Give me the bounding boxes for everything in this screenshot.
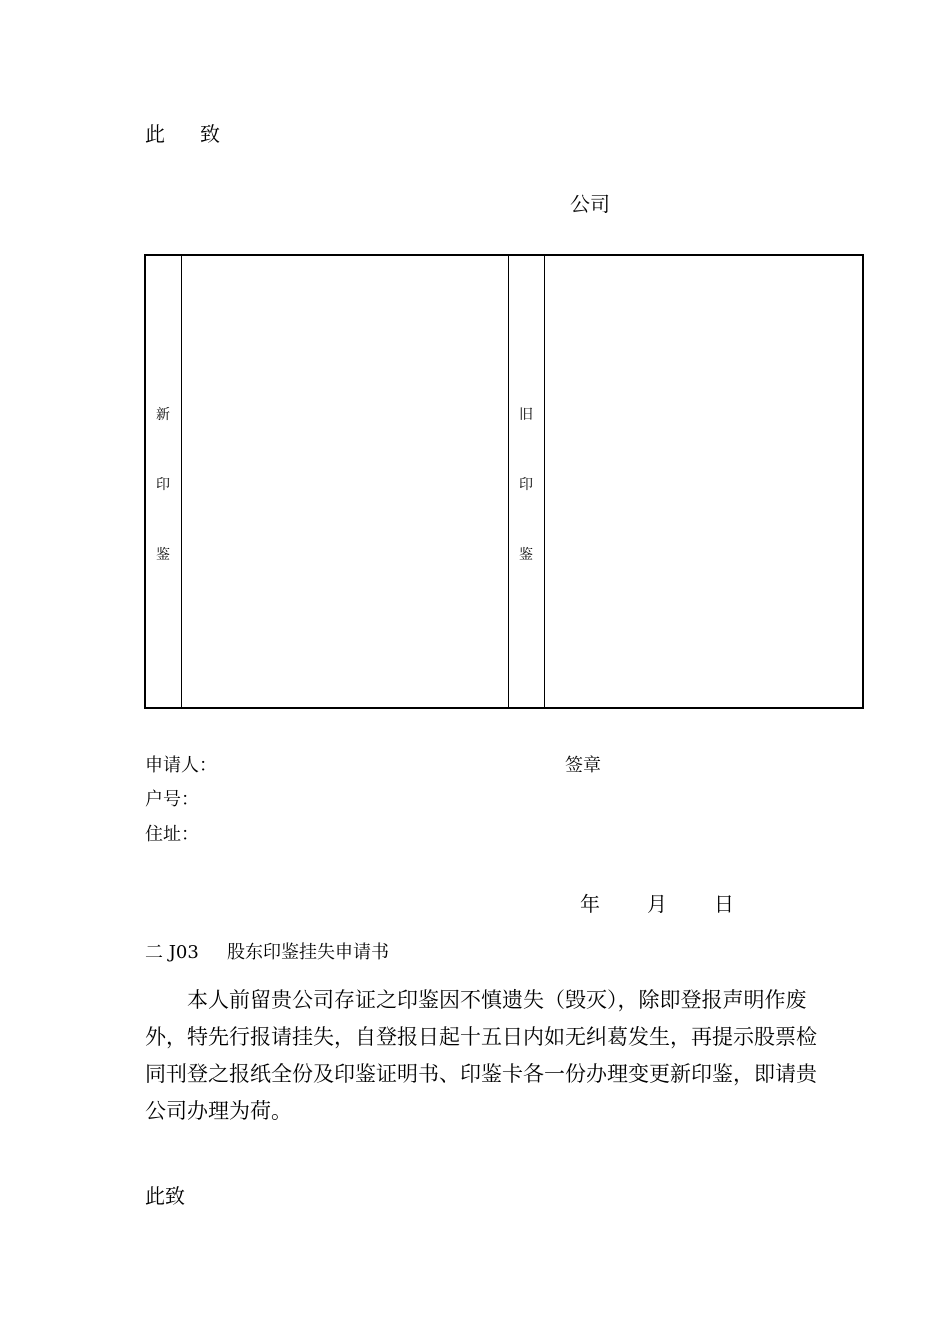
new-seal-label-2: 印: [156, 477, 170, 493]
new-seal-area: [182, 256, 508, 707]
closing-zhi: 致: [200, 122, 220, 146]
date-month: 月: [647, 892, 667, 916]
old-seal-label-1: 旧: [519, 407, 533, 423]
address-label: 住址：: [145, 824, 199, 845]
date-day: 日: [714, 892, 734, 916]
recipient-company: 公司: [570, 192, 610, 216]
body-paragraph: 本人前留贵公司存证之印鉴因不慎遗失（毁灭），除即登报声明作废外，特先行报请挂失，自登报日起十五日内如无纠葛发生，再提示股票检同刊登之报纸全份及印鉴证明书、印鉴卡各一份办理变更新印鉴，即请贵公司办理为荷。: [145, 988, 817, 1123]
seal-table: [144, 254, 864, 709]
closing-ci: 此: [145, 122, 165, 146]
new-seal-label-1: 新: [156, 407, 170, 423]
form-title: 股东印鉴挂失申请书: [227, 942, 389, 963]
signature-label: 签章: [565, 755, 601, 776]
old-seal-area: [545, 256, 862, 707]
old-seal-label-3: 鉴: [519, 547, 533, 563]
account-number-label: 户号：: [145, 789, 199, 810]
closing-bottom: 此致: [145, 1184, 185, 1208]
old-seal-label-2: 印: [519, 477, 533, 493]
form-code: 二 J03: [145, 942, 199, 963]
applicant-name-label: 申请人：: [145, 755, 217, 776]
new-seal-label-3: 鉴: [156, 547, 170, 563]
date-year: 年: [580, 892, 600, 916]
